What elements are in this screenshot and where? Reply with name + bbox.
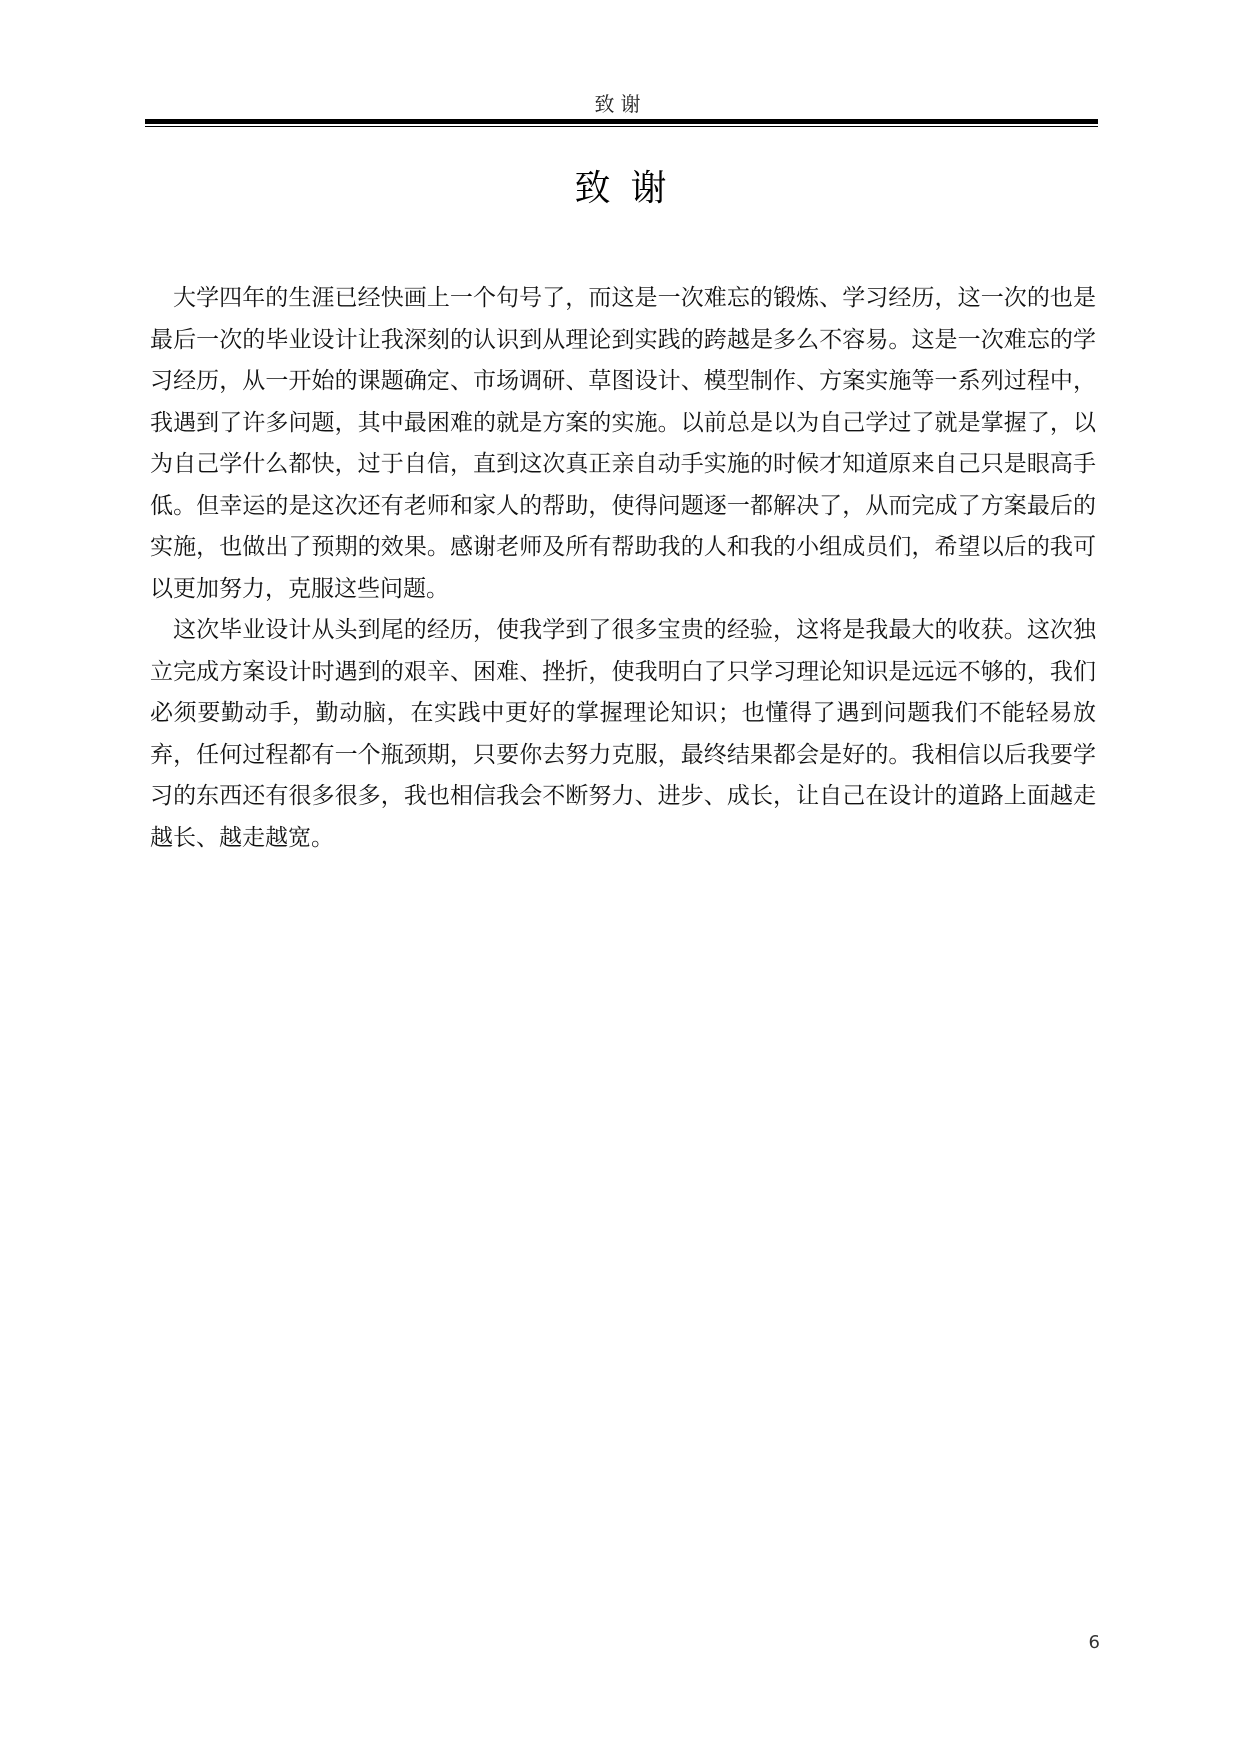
paragraph-2: 这次毕业设计从头到尾的经历，使我学到了很多宝贵的经验，这将是我最大的收获。这次独立完成方案设计时遇到的艰辛、困难、挫折，使我明白了只学习理论知识是远远不够的，我们必须要勤动手，勤动脑，在实践中更好的掌握理论知识；也懂得了遇到问题我们不能轻易放弃，任何过程都有一个瓶颈期，只要你去努力克服，最终结果都会是好的。我相信以后我要学习的东西还有很多很多，我也相信我会不断努力、进步、成长，让自己在设计的道路上面越走越长、越走越宽。 [150, 617, 1096, 851]
paragraph-1: 大学四年的生涯已经快画上一个句号了，而这是一次难忘的锻炼、学习经历，这一次的也是最后一次的毕业设计让我深刻的认识到从理论到实践的跨越是多么不容易。这是一次难忘的学习经历，从一开始的课题确定、市场调研、草图设计、模型制作、方案实施等一系列过程中，我遇到了许多问题，其中最困难的就是方案的实施。以前总是以为自己学过了就是掌握了，以为自己学什么都快，过于自信，直到这次真正亲自动手实施的时候才知道原来自己只是眼高手低。但幸运的是这次还有老师和家人的帮助，使得问题逐一都解决了，从而完成了方案最后的实施，也做出了预期的效果。感谢老师及所有帮助我的人和我的小组成员们，希望以后的我可以更加努力，克服这些问题。 [150, 285, 1096, 602]
page-number: 6 [1088, 1632, 1100, 1653]
page-title: 致谢 [574, 168, 687, 209]
header-rule-thin [145, 126, 1098, 127]
header-rule-thick [145, 119, 1098, 124]
body-text [150, 278, 1096, 859]
running-header: 致谢 [594, 92, 647, 116]
